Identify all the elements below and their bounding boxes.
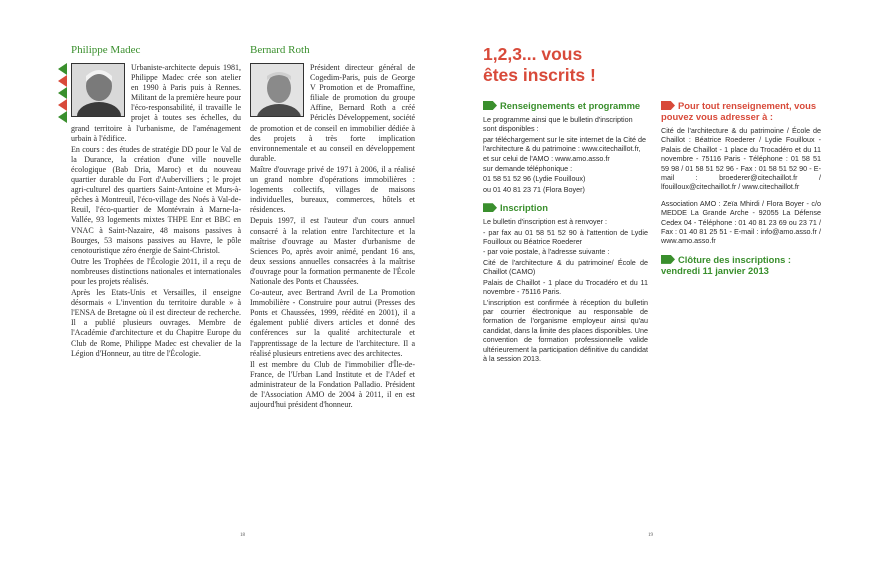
info-line: Le programme ainsi que le bulletin d'inscription sont disponibles : bbox=[483, 115, 633, 134]
madec-paragraph: Urbaniste-architecte depuis 1981, Philippe Madec crée son atelier en 1990 à Paris puis à Rennes. Militant de la première heure pour l'éco-responsabilité, il travaille le projet à toutes ses échelles, du grand territoire à l'urbanisme, de l'aménagement urbain à l'édifice. bbox=[71, 63, 241, 143]
contact-line: Cité de l'architecture & du patrimoine / École de Chaillot : Béatrice Roederer / Lydie Fouilloux - Palais de Chaillot - 1 place du Trocadéro et du 11 novembre - 75116 Paris - Téléphone : 01 58 51 59 98 / 01 58 51 52 96 - Fax : 01 58 51 52 90 - E-mail : broederer@citechaillot.fr / lfouilloux@citechaillot.fr / www.citechaillot.fr bbox=[661, 126, 821, 192]
contact-heading: Pour tout renseignement, vous pouvez vous adresser à : bbox=[661, 100, 817, 122]
roth-paragraph: Depuis 1997, il est l'auteur d'un cours annuel consacré à la relation entre l'architecture et la maîtrise d'ouvrage au Master d'urbanisme de Sciences Po, après avoir animé, pendant 16 ans, deux sessions annuelles consacrées à la maîtrise d'ouvrage pour la formation permanente de l'École Nationale des Ponts et Chaussées. bbox=[250, 216, 415, 286]
info-line: 01 58 51 52 96 (Lydie Fouilloux) bbox=[483, 174, 586, 184]
roth-paragraph: Co-auteur, avec Bertrand Avril de La Promotion Immobilière - Construire pour autrui (Presses des Ponts et Chaussées, 1999, réédité en 2001), il a également publié divers articles et donné des conférences sur la qualité architecturale et l'apprentissage de la lecture de l'architecture. Il a réalisé plusieurs entretiens avec des architectes. bbox=[250, 288, 415, 358]
madec-paragraph: Outre les Trophées de l'Écologie 2011, il a reçu de nombreuses distinctions nationales et internationales pour les projets réalisés. bbox=[71, 256, 241, 286]
madec-photo-block bbox=[71, 63, 125, 117]
madec-portrait-image bbox=[71, 63, 125, 117]
info-line: - par voie postale, à l'adresse suivante : bbox=[483, 247, 610, 257]
info-line: Cité de l'architecture & du patrimoine/ École de Chaillot (CAMO) bbox=[483, 257, 648, 277]
arrow-icon bbox=[483, 101, 497, 110]
arrow-icon bbox=[661, 101, 675, 110]
madec-paragraph: En cours : des études de stratégie DD pour le Val de la Durance, la création d'une ville nouvelle écologique (Bab Dria, Maroc) et du nouveau quartier durable du Fort d'Aubervilliers ; le projet agri-culturel des quartiers Saint-Antoine et Murs-à-pêches à Montreuil, l'éco-village des Noés à Val-de-Reuil, l'éco-quartier de Montévrain à Marne-la-Vallée, 93 logements mixtes THPE Enr et BBC en VNAC à Saint-Nazaire, 48 maisons passives à Bourges, 53 maisons passives au Havre, le pôle cenotouristique zéro énergie de Saint-Christol. bbox=[71, 144, 241, 255]
contact-line: Association AMO : Zeïa Mhirdi / Flora Boyer - c/o MEDDE La Grande Arche - 92055 La Défense Cedex 04 - Téléphone : 01 40 81 23 69 ou 23 71 / Fax : 01 40 81 25 51 - E-mail : info@amo.asso.fr / www.amo.asso.fr bbox=[661, 198, 821, 246]
triangle-decoration bbox=[58, 63, 69, 123]
arrow-icon bbox=[661, 255, 675, 264]
info-line: Le bulletin d'inscription est à renvoyer : bbox=[483, 217, 608, 227]
renseignements-section bbox=[483, 100, 648, 194]
page-number-left: 18 bbox=[240, 533, 245, 538]
title-line-2: êtes inscrits ! bbox=[483, 65, 596, 85]
inscription-section bbox=[483, 202, 648, 363]
renseignements-heading: Renseignements et programme bbox=[483, 100, 648, 111]
roth-paragraph: Maître d'ouvrage privé de 1971 à 2006, il a réalisé un grand nombre d'opérations immobilières : logements collectifs, villages de maisons individuelles, bureaux, commerces, hôtels et résidences. bbox=[250, 164, 415, 215]
roth-bio-column bbox=[250, 44, 415, 411]
info-line: sur demande téléphonique : bbox=[483, 164, 573, 174]
madec-paragraph: Après les Etats-Unis et Versailles, il enseigne désormais « L'invention du territoire durable » à l'ENSA de Bretagne où il est directeur de recherche. Il a publié plusieurs ouvrages. Membre de l'Académie d'architecture et du Chapitre Europe du Club de Rome, Philippe Madec est chevalier de la Légion d'Honneur, au titre de l'Écologie. bbox=[71, 288, 241, 358]
roth-paragraph: Il est membre du Club de l'immobilier d'Île-de-France, de l'Urban Land Institute et de l'Adef et administrateur de la Fondation Palladio. Président de l'Association AMO de 2004 à 2011, il en est aujourd'hui président d'honneur. bbox=[250, 359, 415, 410]
cloture-heading: Clôture des inscriptions : vendredi 11 janvier 2013 bbox=[661, 253, 792, 276]
registration-title bbox=[483, 44, 596, 86]
info-line: - par fax au 01 58 51 52 90 à l'attention de Lydie Fouilloux ou Béatrice Roederer bbox=[483, 227, 648, 247]
registration-info-column bbox=[483, 100, 648, 371]
roth-photo-block bbox=[250, 63, 304, 117]
info-line: par téléchargement sur le site internet de la Cité de l'architecture & du patrimoine : www.citechaillot.fr, et sur celui de l'AMO : www.amo.asso.fr bbox=[483, 134, 647, 163]
info-line: Palais de Chaillot - 1 place du Trocadéro et du 11 novembre - 75116 Paris. bbox=[483, 277, 648, 297]
roth-portrait-image bbox=[250, 63, 304, 117]
page-number-right: 19 bbox=[648, 533, 653, 538]
info-line: ou 01 40 81 23 71 (Flora Boyer) bbox=[483, 184, 585, 194]
title-line-1: 1,2,3... vous bbox=[483, 44, 583, 64]
inscription-heading: Inscription bbox=[483, 202, 648, 213]
contact-section bbox=[661, 100, 821, 246]
info-line: L'inscription est confirmée à réception du bulletin par courrier électronique au responsable de formation de l'organisme employeur ainsi qu'au candidat, dans la limite des places disponibles. Une convention de formation professionnelle valide ultérieurement la participation définitive du candidat à la session 2013. bbox=[483, 297, 648, 363]
arrow-icon bbox=[483, 203, 497, 212]
roth-paragraph: Président directeur général de Cogedim-Paris, puis de George V Promotion et de Promaffine, filiale de promotion du groupe Affine, Bernard Roth a créé Périclès Développement, société de promotion et de conseil en immobilier dédiée à des projets à très forte implication environnementale et au conseil en développement durable. bbox=[250, 63, 415, 163]
cloture-section bbox=[661, 254, 821, 276]
roth-name-heading: Bernard Roth bbox=[250, 44, 310, 56]
madec-bio-column bbox=[71, 44, 241, 360]
contact-column bbox=[661, 100, 821, 284]
madec-name-heading: Philippe Madec bbox=[71, 44, 141, 56]
